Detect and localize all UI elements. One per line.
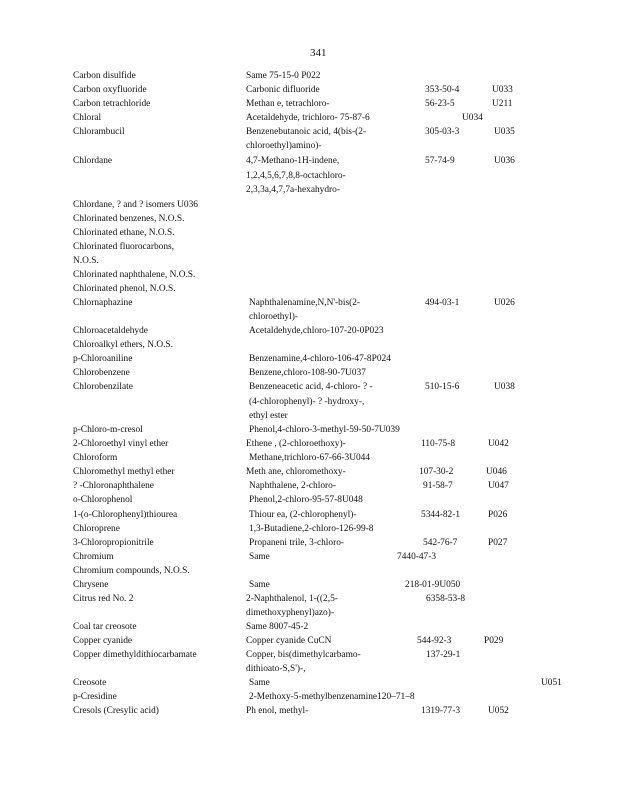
table-cell: Cresols (Cresylic acid) [73, 706, 159, 716]
table-cell: dimethoxyphenyl)azo)- [246, 608, 334, 618]
table-cell: Propaneni trile, 3-chloro- [249, 538, 345, 548]
table-cell: Copper dimethyldithiocarbamate [73, 650, 197, 660]
table-cell: Chloral [73, 113, 102, 123]
table-cell: 305-03-3 [425, 127, 460, 137]
table-cell: ? -Chloronaphthalene [73, 481, 154, 491]
table-cell: 544-92-3 [417, 636, 452, 646]
table-cell: Chloroform [73, 453, 118, 463]
table-cell: Chlorobenzene [73, 368, 130, 378]
table-cell: Chlorinated naphthalene, N.O.S. [73, 270, 196, 280]
table-cell: 2,3,3a,4,7,7a-hexahydro- [246, 185, 340, 195]
table-cell: p-Chloroaniline [73, 354, 133, 364]
table-cell: ethyl ester [249, 411, 288, 421]
table-cell: Chlordane [73, 156, 113, 166]
table-cell: Chlorinated phenol, N.O.S. [73, 284, 176, 294]
table-cell: p-Chloro-m-cresol [73, 425, 143, 435]
table-cell: 6358-53-8 [426, 594, 466, 604]
table-cell: U034 [462, 113, 483, 123]
table-cell: Benzenebutanoic acid, 4(bis-(2- [246, 127, 367, 137]
table-cell: 3-Chloropropionitrile [73, 538, 154, 548]
table-cell: Ph enol, methyl- [246, 706, 309, 716]
table-cell: dithioato-S,S')-, [246, 664, 306, 674]
table-cell: Copper, bis(dimethylcarbamo- [246, 650, 361, 660]
table-cell: Same 8007-45-2 [246, 622, 309, 632]
table-cell: 2-Naphthalenol, 1-((2,5- [246, 594, 338, 604]
table-cell: chloroethyl)amino)- [246, 141, 322, 151]
table-cell: o-Chlorophenol [73, 495, 133, 505]
table-cell: P026 [488, 510, 508, 520]
table-cell: Chlornaphazine [73, 298, 133, 308]
table-cell: U026 [494, 298, 515, 308]
table-cell: 218-01-9U050 [405, 580, 461, 590]
table-cell: N.O.S. [73, 256, 99, 266]
table-cell: 110-75-8 [421, 439, 456, 449]
table-cell: Same 75-15-0 P022 [246, 71, 321, 81]
table-cell: Same [249, 678, 270, 688]
table-cell: Benzeneacetic acid, 4-chloro- ? - [249, 382, 373, 392]
table-cell: 2-Methoxy-5-methylbenzenamine120–71–8 [249, 692, 415, 702]
table-cell: chloroethyl)- [249, 312, 298, 322]
table-cell: 57-74-9 [425, 156, 455, 166]
table-cell: U036 [494, 156, 515, 166]
table-cell: U052 [488, 706, 509, 716]
table-cell: Chlorinated benzenes, N.O.S. [73, 214, 185, 224]
table-cell: Carbonic difluoride [246, 85, 320, 95]
table-cell: (4-chlorophenyl)- ? -hydroxy-, [249, 397, 365, 407]
table-cell: Chloroalkyl ethers, N.O.S. [73, 340, 173, 350]
table-cell: Acetaldehyde,chloro-107-20-0P023 [249, 326, 384, 336]
table-cell: Phenol,4-chloro-3-methyl-59-50-7U039 [249, 425, 400, 435]
table-cell: 1-(o-Chlorophenyl)thiourea [73, 510, 178, 520]
table-cell: 137-29-1 [426, 650, 461, 660]
table-cell: Chlorinated fluorocarbons, [73, 242, 175, 252]
table-cell: U038 [494, 382, 515, 392]
table-cell: Chromium compounds, N.O.S. [73, 566, 190, 576]
table-cell: Chlordane, ? and ? isomers U036 [73, 200, 198, 210]
table-cell: Chrysene [73, 580, 109, 590]
table-cell: 107-30-2 [419, 467, 454, 477]
table-cell: U042 [488, 439, 509, 449]
table-cell: Carbon tetrachloride [73, 99, 151, 109]
table-cell: Coal tar creosote [73, 622, 137, 632]
table-cell: 1,2,4,5,6,7,8,8-octachloro- [246, 171, 346, 181]
table-cell: U046 [486, 467, 507, 477]
table-cell: Chlorinated ethane, N.O.S. [73, 228, 175, 238]
table-cell: Same [249, 580, 270, 590]
table-cell: Benzene,chloro-108-90-7U037 [249, 368, 366, 378]
table-cell: Chloromethyl methyl ether [73, 467, 175, 477]
table-cell: Carbon oxyfluoride [73, 85, 147, 95]
table-cell: P029 [484, 636, 504, 646]
table-cell: 7440-47-3 [397, 552, 437, 562]
table-cell: 2-Chloroethyl vinyl ether [73, 439, 169, 449]
table-cell: Phenol,2-chloro-95-57-8U048 [249, 495, 363, 505]
table-cell: Creosote [73, 678, 107, 688]
table-cell: U051 [541, 678, 562, 688]
table-cell: 1,3-Butadiene,2-chloro-126-99-8 [249, 524, 374, 534]
table-cell: Thiour ea, (2-chlorophenyl)- [249, 510, 357, 520]
table-cell: Chlorambucil [73, 127, 125, 137]
table-cell: 4,7-Methano-1H-indene, [246, 156, 340, 166]
table-cell: 1319-77-3 [421, 706, 461, 716]
table-cell: p-Cresidine [73, 692, 117, 702]
table-cell: Carbon disulfide [73, 71, 136, 81]
table-cell: U035 [494, 127, 515, 137]
table-cell: 542-76-7 [423, 538, 458, 548]
table-cell: 510-15-6 [425, 382, 460, 392]
table-cell: 56-23-5 [425, 99, 455, 109]
table-cell: Ethene , (2-chloroethoxy)- [246, 439, 346, 449]
table-cell: 494-03-1 [425, 298, 460, 308]
table-cell: Citrus red No. 2 [73, 594, 134, 604]
table-cell: Chloroprene [73, 524, 120, 534]
table-cell: 91-58-7 [423, 481, 453, 491]
table-cell: 5344-82-1 [421, 510, 461, 520]
table-cell: Methan e, tetrachloro- [246, 99, 330, 109]
table-cell: Naphthalenamine,N,N'-bis(2- [249, 298, 361, 308]
table-cell: U211 [492, 99, 513, 109]
table-cell: Acetaldehyde, trichloro- 75-87-6 [246, 113, 370, 123]
page-number: 341 [310, 47, 327, 59]
table-cell: Chloroacetaldehyde [73, 326, 148, 336]
table-cell: P027 [488, 538, 508, 548]
table-cell: U033 [492, 85, 513, 95]
table-cell: Same [249, 552, 270, 562]
table-cell: Naphthalene, 2-chloro- [249, 481, 336, 491]
table-cell: Chromium [73, 552, 114, 562]
table-cell: Benzenamine,4-chloro-106-47-8P024 [249, 354, 391, 364]
table-cell: Copper cyanide [73, 636, 133, 646]
table-cell: 353-50-4 [425, 85, 460, 95]
table-cell: Meth ane, chloromethoxy- [246, 467, 346, 477]
table-cell: Methane,trichloro-67-66-3U044 [249, 453, 371, 463]
table-cell: U047 [488, 481, 509, 491]
table-cell: Chlorobenzilate [73, 382, 133, 392]
table-cell: Copper cyanide CuCN [246, 636, 332, 646]
